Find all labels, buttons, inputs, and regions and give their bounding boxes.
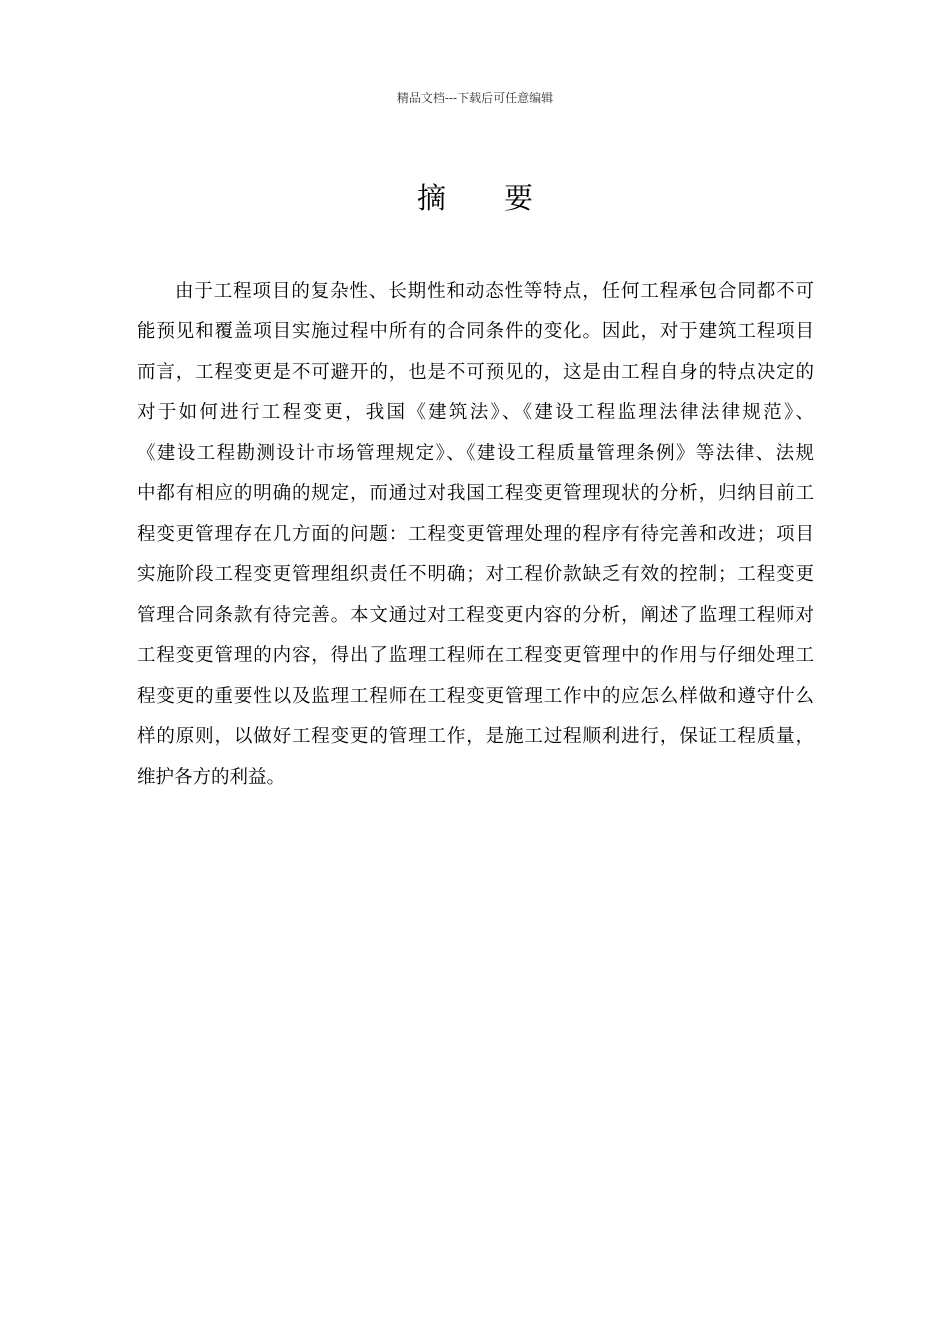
- abstract-line: 程变更的重要性以及监理工程师在工程变更管理工作中的应怎么样做和遵守什么: [137, 686, 814, 707]
- abstract-line: 维护各方的利益。: [137, 767, 286, 788]
- title-char-2: 要: [504, 181, 534, 215]
- abstract-line: 而言，工程变更是不可避开的，也是不可预见的，这是由工程自身的特点决定的: [137, 362, 814, 383]
- abstract-line: 程变更管理存在几方面的问题：工程变更管理处理的程序有待完善和改进；项目: [137, 524, 814, 545]
- abstract-line: 由于工程项目的复杂性、长期性和动态性等特点，任何工程承包合同都不可: [175, 281, 814, 302]
- page-header: 精品文档---下载后可任意编辑: [396, 91, 554, 105]
- page-title: [0, 176, 950, 220]
- abstract-line: 能预见和覆盖项目实施过程中所有的合同条件的变化。因此，对于建筑工程项目: [137, 321, 814, 342]
- abstract-line: 《建设工程勘测设计市场管理规定》、《建设工程质量管理条例》等法律、法规: [137, 443, 814, 464]
- abstract-line: 工程变更管理的内容，得出了监理工程师在工程变更管理中的作用与仔细处理工: [137, 645, 814, 666]
- abstract-line: 中都有相应的明确的规定，而通过对我国工程变更管理现状的分析，归纳目前工: [137, 483, 814, 504]
- title-char-1: 摘: [416, 181, 446, 215]
- abstract-line: 实施阶段工程变更管理组织责任不明确；对工程价款缺乏有效的控制；工程变更: [137, 564, 814, 585]
- abstract-line: 管理合同条款有待完善。本文通过对工程变更内容的分析，阐述了监理工程师对: [137, 605, 814, 626]
- abstract-line: 样的原则，以做好工程变更的管理工作，是施工过程顺利进行，保证工程质量，: [137, 726, 814, 747]
- abstract-line: 对于如何进行工程变更，我国《建筑法》、《建设工程监理法律法律规范》、: [137, 402, 814, 423]
